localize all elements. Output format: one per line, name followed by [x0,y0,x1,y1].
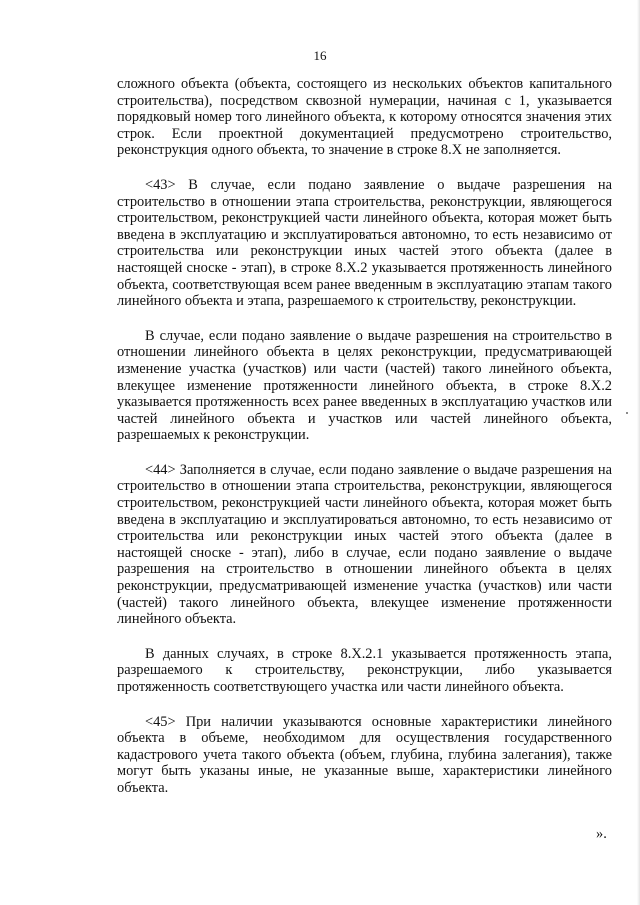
closing-quote-mark: ». [596,826,607,842]
page-number: 16 [313,48,327,63]
footnote-44-continuation: В данных случаях, в строке 8.X.2.1 указывается протяженность этапа, разрешаемого к строительству, реконструкции, либо указывается протяженность соответствующего участка или части линейного объекта. [117,645,612,695]
scan-speck [626,412,628,414]
paragraph-continuation: сложного объекта (объекта, состоящего из нескольких объектов капитального строительства), посредством сквозной нумерации, начиная с 1, указывается порядковый номер того линейного объекта, к которому относятся значения этих строк. Если проектной документацией предусмотрено строительство, реконструкция одного объекта, то значение в строке 8.X не заполняется. [117,76,612,159]
footnote-44: <44> Заполняется в случае, если подано заявление о выдаче разрешения на строительство в отношении этапа строительства, реконструкции, являющегося строительством, реконструкцией части линейного объекта, которая может быть введена в эксплуатацию и эксплуатироваться автономно, то есть независимо от строительства или реконструкции иных частей этого объекта (далее в настоящей сноске - этап), либо в случае, если подано заявление о выдаче разрешения на строительство в отношении линейного объекта в целях реконструкции, предусматривающей изменение участка (участков) или части (частей) такого линейного объекта, влекущее изменение протяженности линейного объекта. [117,461,612,628]
footnote-45: <45> При наличии указываются основные характеристики линейного объекта в объеме, необходимом для осуществления государственного кадастрового учета такого объекта (объем, глубина, глубина залегания), также могут быть указаны иные, не указанные выше, характеристики линейного объекта. [117,713,612,796]
footnote-43-continuation: В случае, если подано заявление о выдаче разрешения на строительство в отношении линейного объекта в целях реконструкции, предусматривающей изменение участка (участков) или части (частей) такого линейного объекта, влекущее изменение протяженности линейного объекта, в строке 8.X.2 указывается протяженность всех ранее введенных в эксплуатацию участков или частей линейного объекта и участков или частей линейного объекта, разрешаемых к реконструкции. [117,327,612,444]
footnote-43: <43> В случае, если подано заявление о выдаче разрешения на строительство в отношении этапа строительства, реконструкции, являющегося строительством, реконструкцией части линейного объекта, которая может быть введена в эксплуатацию и эксплуатироваться автономно, то есть независимо от строительства или реконструкции иных частей этого объекта (далее в настоящей сноске - этап), в строке 8.X.2 указывается протяженность линейного объекта, соответствующая всем ранее введенным в эксплуатацию этапам такого линейного объекта и этапа, разрешаемого к строительству, реконструкции. [117,176,612,310]
document-body [117,76,612,815]
